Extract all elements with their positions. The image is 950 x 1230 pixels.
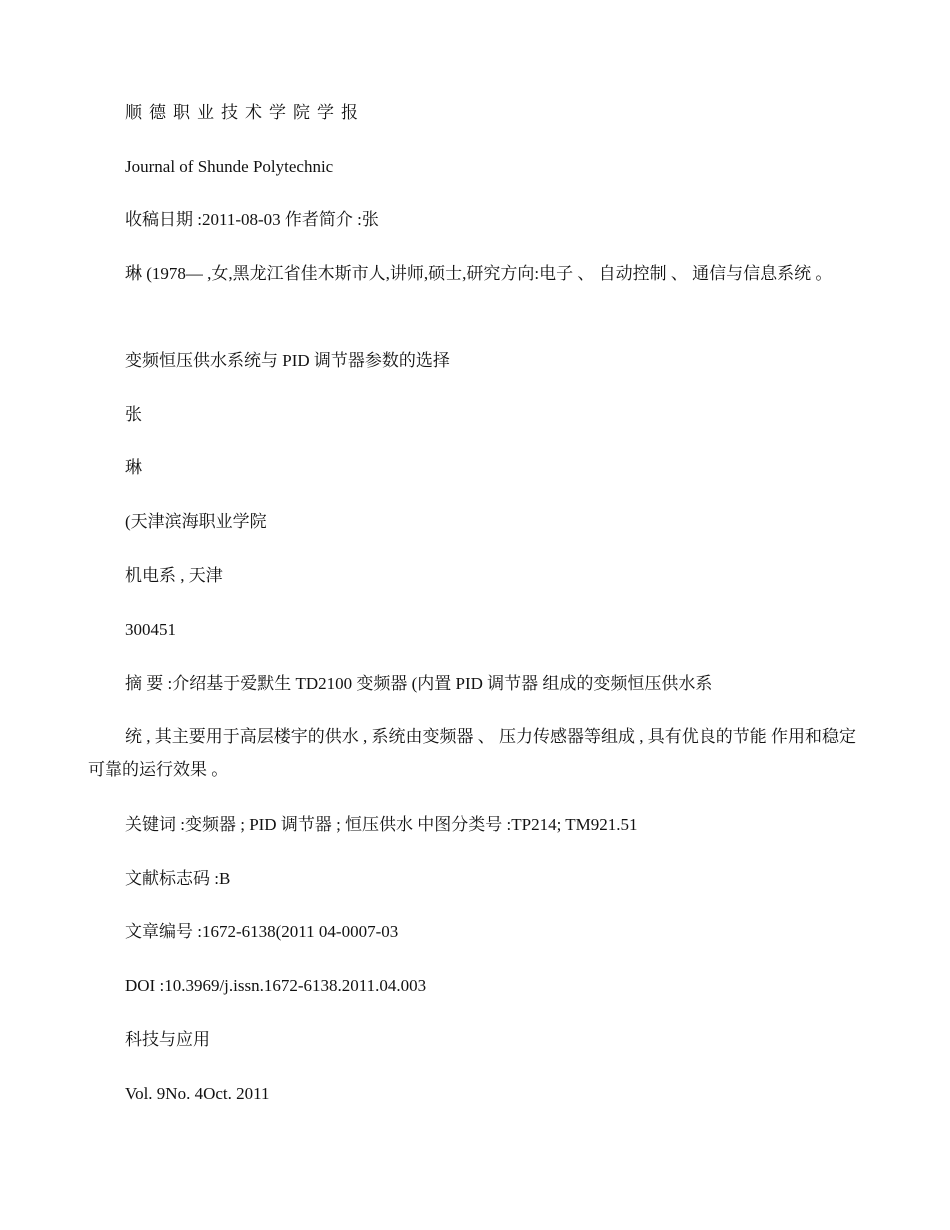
- section-name: 科技与应用: [125, 1030, 210, 1049]
- journal-title-cn: 顺德职业技术学院学报: [125, 103, 365, 122]
- author-name-line2: 琳: [125, 458, 142, 477]
- affiliation-line1: (天津滨海职业学院: [125, 512, 267, 531]
- abstract-part1: 摘 要 :介绍基于爱默生 TD2100 变频器 (内置 PID 调节器 组成的变频恒压供水系: [125, 674, 713, 693]
- affiliation-line2: 机电系 , 天津: [125, 566, 223, 585]
- document-code: 文献标志码 :B: [125, 869, 231, 888]
- article-title: 变频恒压供水系统与 PID 调节器参数的选择: [125, 351, 450, 370]
- postcode: 300451: [125, 620, 176, 639]
- article-number: 文章编号 :1672-6138(2011 04-0007-03: [125, 922, 399, 941]
- received-date-author-intro: 收稿日期 :2011-08-03 作者简介 :张: [125, 210, 379, 229]
- journal-title-en: Journal of Shunde Polytechnic: [125, 157, 334, 176]
- keywords: 关键词 :变频器 ; PID 调节器 ; 恒压供水 中图分类号 :TP214; TM921.51: [125, 815, 638, 834]
- doi: DOI :10.3969/j.issn.1672-6138.2011.04.003: [125, 976, 427, 995]
- author-name-line1: 张: [125, 405, 142, 424]
- volume-issue: Vol. 9No. 4Oct. 2011: [125, 1084, 270, 1103]
- abstract-part2: 统 , 其主要用于高层楼宇的供水 , 系统由变频器 、 压力传感器等组成 , 具有优良的节能 作用和稳定可靠的运行效果 。: [88, 727, 856, 779]
- author-bio: 琳 (1978— ,女,黑龙江省佳木斯市人,讲师,硕士,研究方向:电子 、 自动控制 、 通信与信息系统 。: [125, 264, 833, 283]
